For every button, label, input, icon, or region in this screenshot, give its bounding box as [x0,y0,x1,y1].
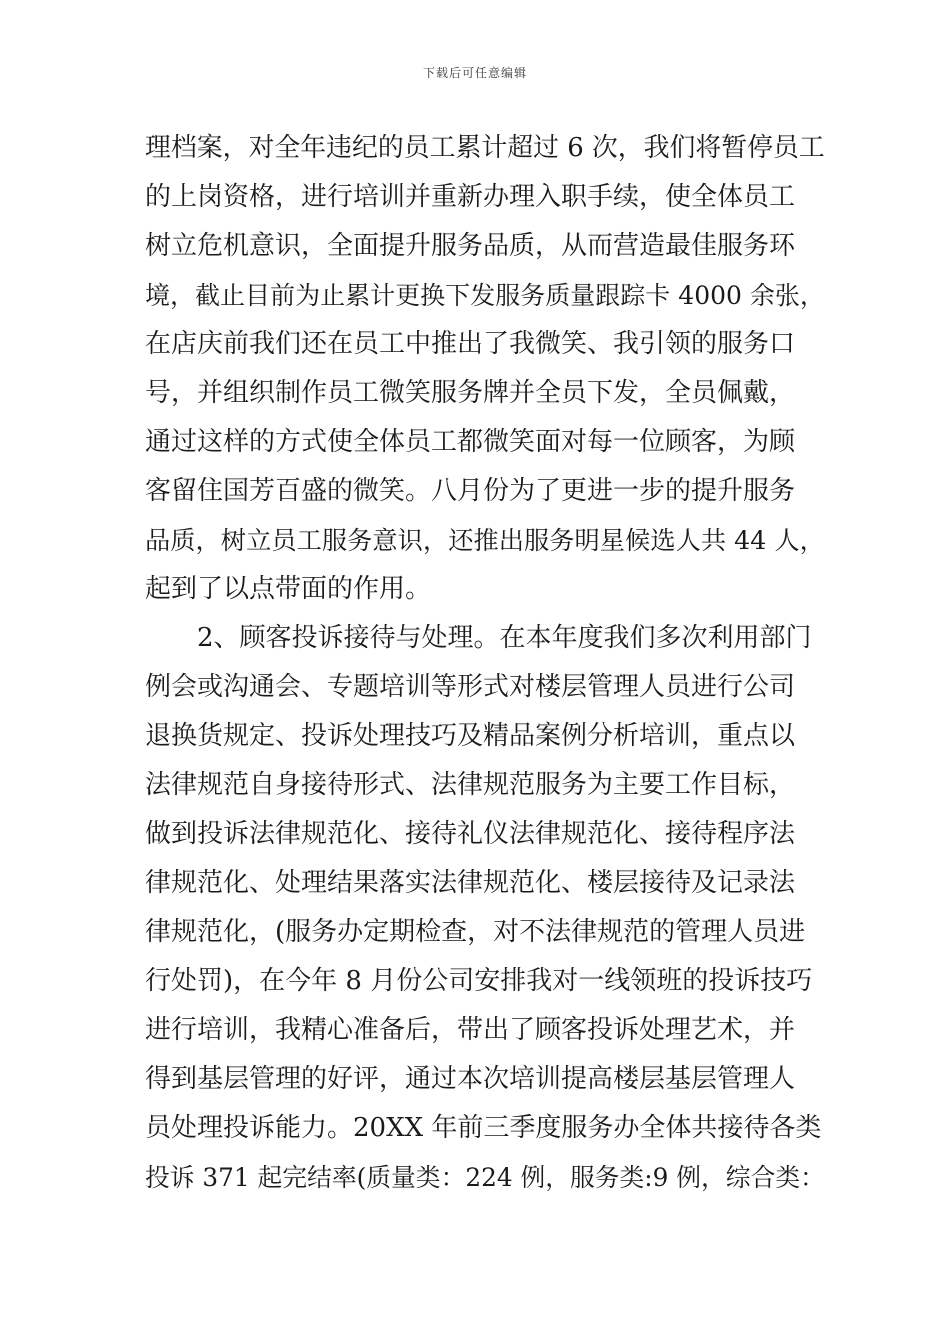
text-line: 做到投诉法律规范化、接待礼仪法律规范化、接待程序法 [145,819,796,849]
text-line: 在店庆前我们还在员工中推出了我微笑、我引领的服务口 [145,329,796,359]
text-line: 律规范化，(服务办定期检查，对不法律规范的管理人员进 [145,917,806,947]
text-line: 境，截止目前为止累计更换下发服务质量跟踪卡 4000 余张， [145,281,825,310]
text-line: 品质，树立员工服务意识，还推出服务明星候选人共 44 人， [145,526,825,555]
text-line: 号，并组织制作员工微笑服务牌并全员下发，全员佩戴， [145,378,796,408]
text-line: 例会或沟通会、专题培训等形式对楼层管理人员进行公司 [145,672,796,702]
text-line: 理档案，对全年违纪的员工累计超过 6 次，我们将暂停员工 [145,133,825,163]
text-line: 退换货规定、投诉处理技巧及精品案例分析培训，重点以 [145,721,796,751]
document-body [145,124,825,1202]
text-line: 投诉 371 起完结率(质量类：224 例，服务类:9 例，综合类： [145,1163,825,1192]
text-line: 树立危机意识，全面提升服务品质，从而营造最佳服务环 [145,231,796,261]
text-line: 通过这样的方式使全体员工都微笑面对每一位顾客，为顾 [145,427,796,457]
text-line: 得到基层管理的好评，通过本次培训提高楼层基层管理人 [145,1064,796,1094]
text-line: 员处理投诉能力。20XX 年前三季度服务办全体共接待各类 [145,1113,822,1143]
text-line: 行处罚)，在今年 8 月份公司安排我对一线领班的投诉技巧 [145,966,813,996]
text-line: 进行培训，我精心准备后，带出了顾客投诉处理艺术，并 [145,1015,796,1045]
page-header: 下载后可任意编辑 [422,66,527,80]
text-line: 客留住国芳百盛的微笑。八月份为了更进一步的提升服务 [145,476,796,506]
text-line: 2、顾客投诉接待与处理。在本年度我们多次利用部门 [197,623,812,653]
text-line: 律规范化、处理结果落实法律规范化、楼层接待及记录法 [145,868,796,898]
text-line: 法律规范自身接待形式、法律规范服务为主要工作目标， [145,770,796,800]
text-line: 的上岗资格，进行培训并重新办理入职手续，使全体员工 [145,182,796,212]
text-line: 起到了以点带面的作用。 [145,574,432,604]
